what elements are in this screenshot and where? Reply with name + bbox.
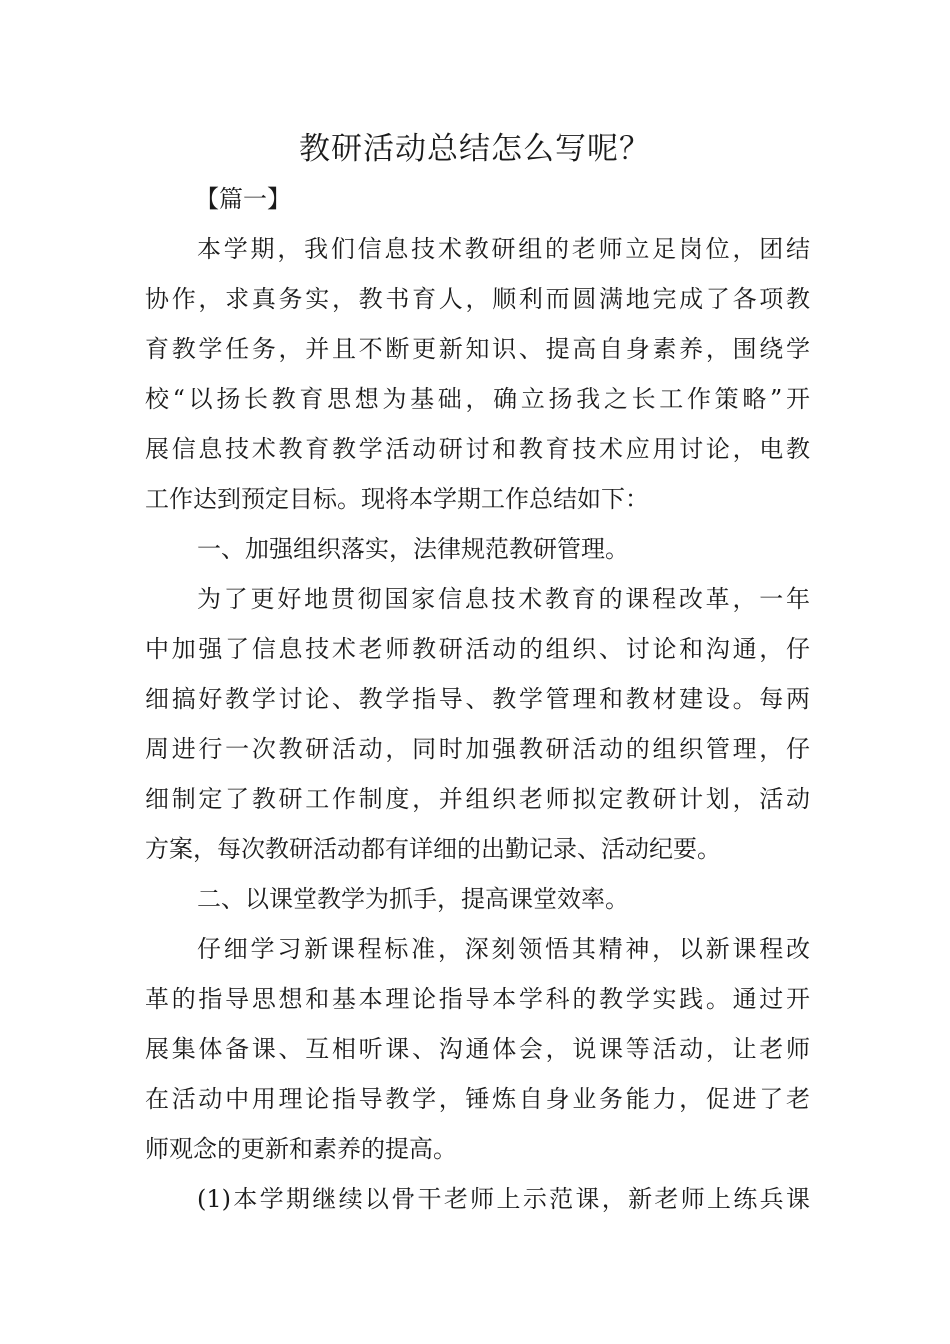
paragraph-line: 中加强了信息技术老师教研活动的组织、讨论和沟通，仔 bbox=[145, 635, 810, 663]
paragraph-line: 细搞好教学讨论、教学指导、教学管理和教材建设。每两 bbox=[145, 685, 810, 713]
paragraph-line: 校“以扬长教育思想为基础，确立扬我之长工作策略”开 bbox=[145, 385, 810, 413]
paragraph-line: 周进行一次教研活动，同时加强教研活动的组织管理，仔 bbox=[145, 735, 810, 763]
paragraph-line: 师观念的更新和素养的提高。 bbox=[145, 1135, 457, 1163]
paragraph-line: 工作达到预定目标。现将本学期工作总结如下： bbox=[145, 485, 649, 513]
list-item-line: (1)本学期继续以骨干老师上示范课，新老师上练兵课 bbox=[197, 1185, 810, 1213]
paragraph-line: 本学期，我们信息技术教研组的老师立足岗位，团结 bbox=[197, 235, 810, 263]
paragraph-line: 革的指导思想和基本理论指导本学科的教学实践。通过开 bbox=[145, 985, 810, 1013]
paragraph-line: 在活动中用理论指导教学，锤炼自身业务能力，促进了老 bbox=[145, 1085, 810, 1113]
paragraph-line: 育教学任务，并且不断更新知识、提高自身素养，围绕学 bbox=[145, 335, 810, 363]
paragraph-line: 展集体备课、互相听课、沟通体会，说课等活动，让老师 bbox=[145, 1035, 810, 1063]
paragraph-line: 方案，每次教研活动都有详细的出勤记录、活动纪要。 bbox=[145, 835, 721, 863]
paragraph-line: 协作，求真务实，教书育人，顺利而圆满地完成了各项教 bbox=[145, 285, 810, 313]
paragraph-line: 仔细学习新课程标准，深刻领悟其精神，以新课程改 bbox=[197, 935, 810, 963]
section-heading: 一、加强组织落实，法律规范教研管理。 bbox=[197, 535, 629, 563]
document-title: 教研活动总结怎么写呢？ bbox=[299, 131, 651, 167]
document-body bbox=[145, 224, 810, 1224]
section-label: 【篇一】 bbox=[195, 185, 291, 213]
paragraph-line: 为了更好地贯彻国家信息技术教育的课程改革，一年 bbox=[197, 585, 810, 613]
paragraph-line: 细制定了教研工作制度，并组织老师拟定教研计划，活动 bbox=[145, 785, 810, 813]
paragraph-line: 展信息技术教育教学活动研讨和教育技术应用讨论，电教 bbox=[145, 435, 810, 463]
section-heading: 二、以课堂教学为抓手，提高课堂效率。 bbox=[197, 885, 629, 913]
